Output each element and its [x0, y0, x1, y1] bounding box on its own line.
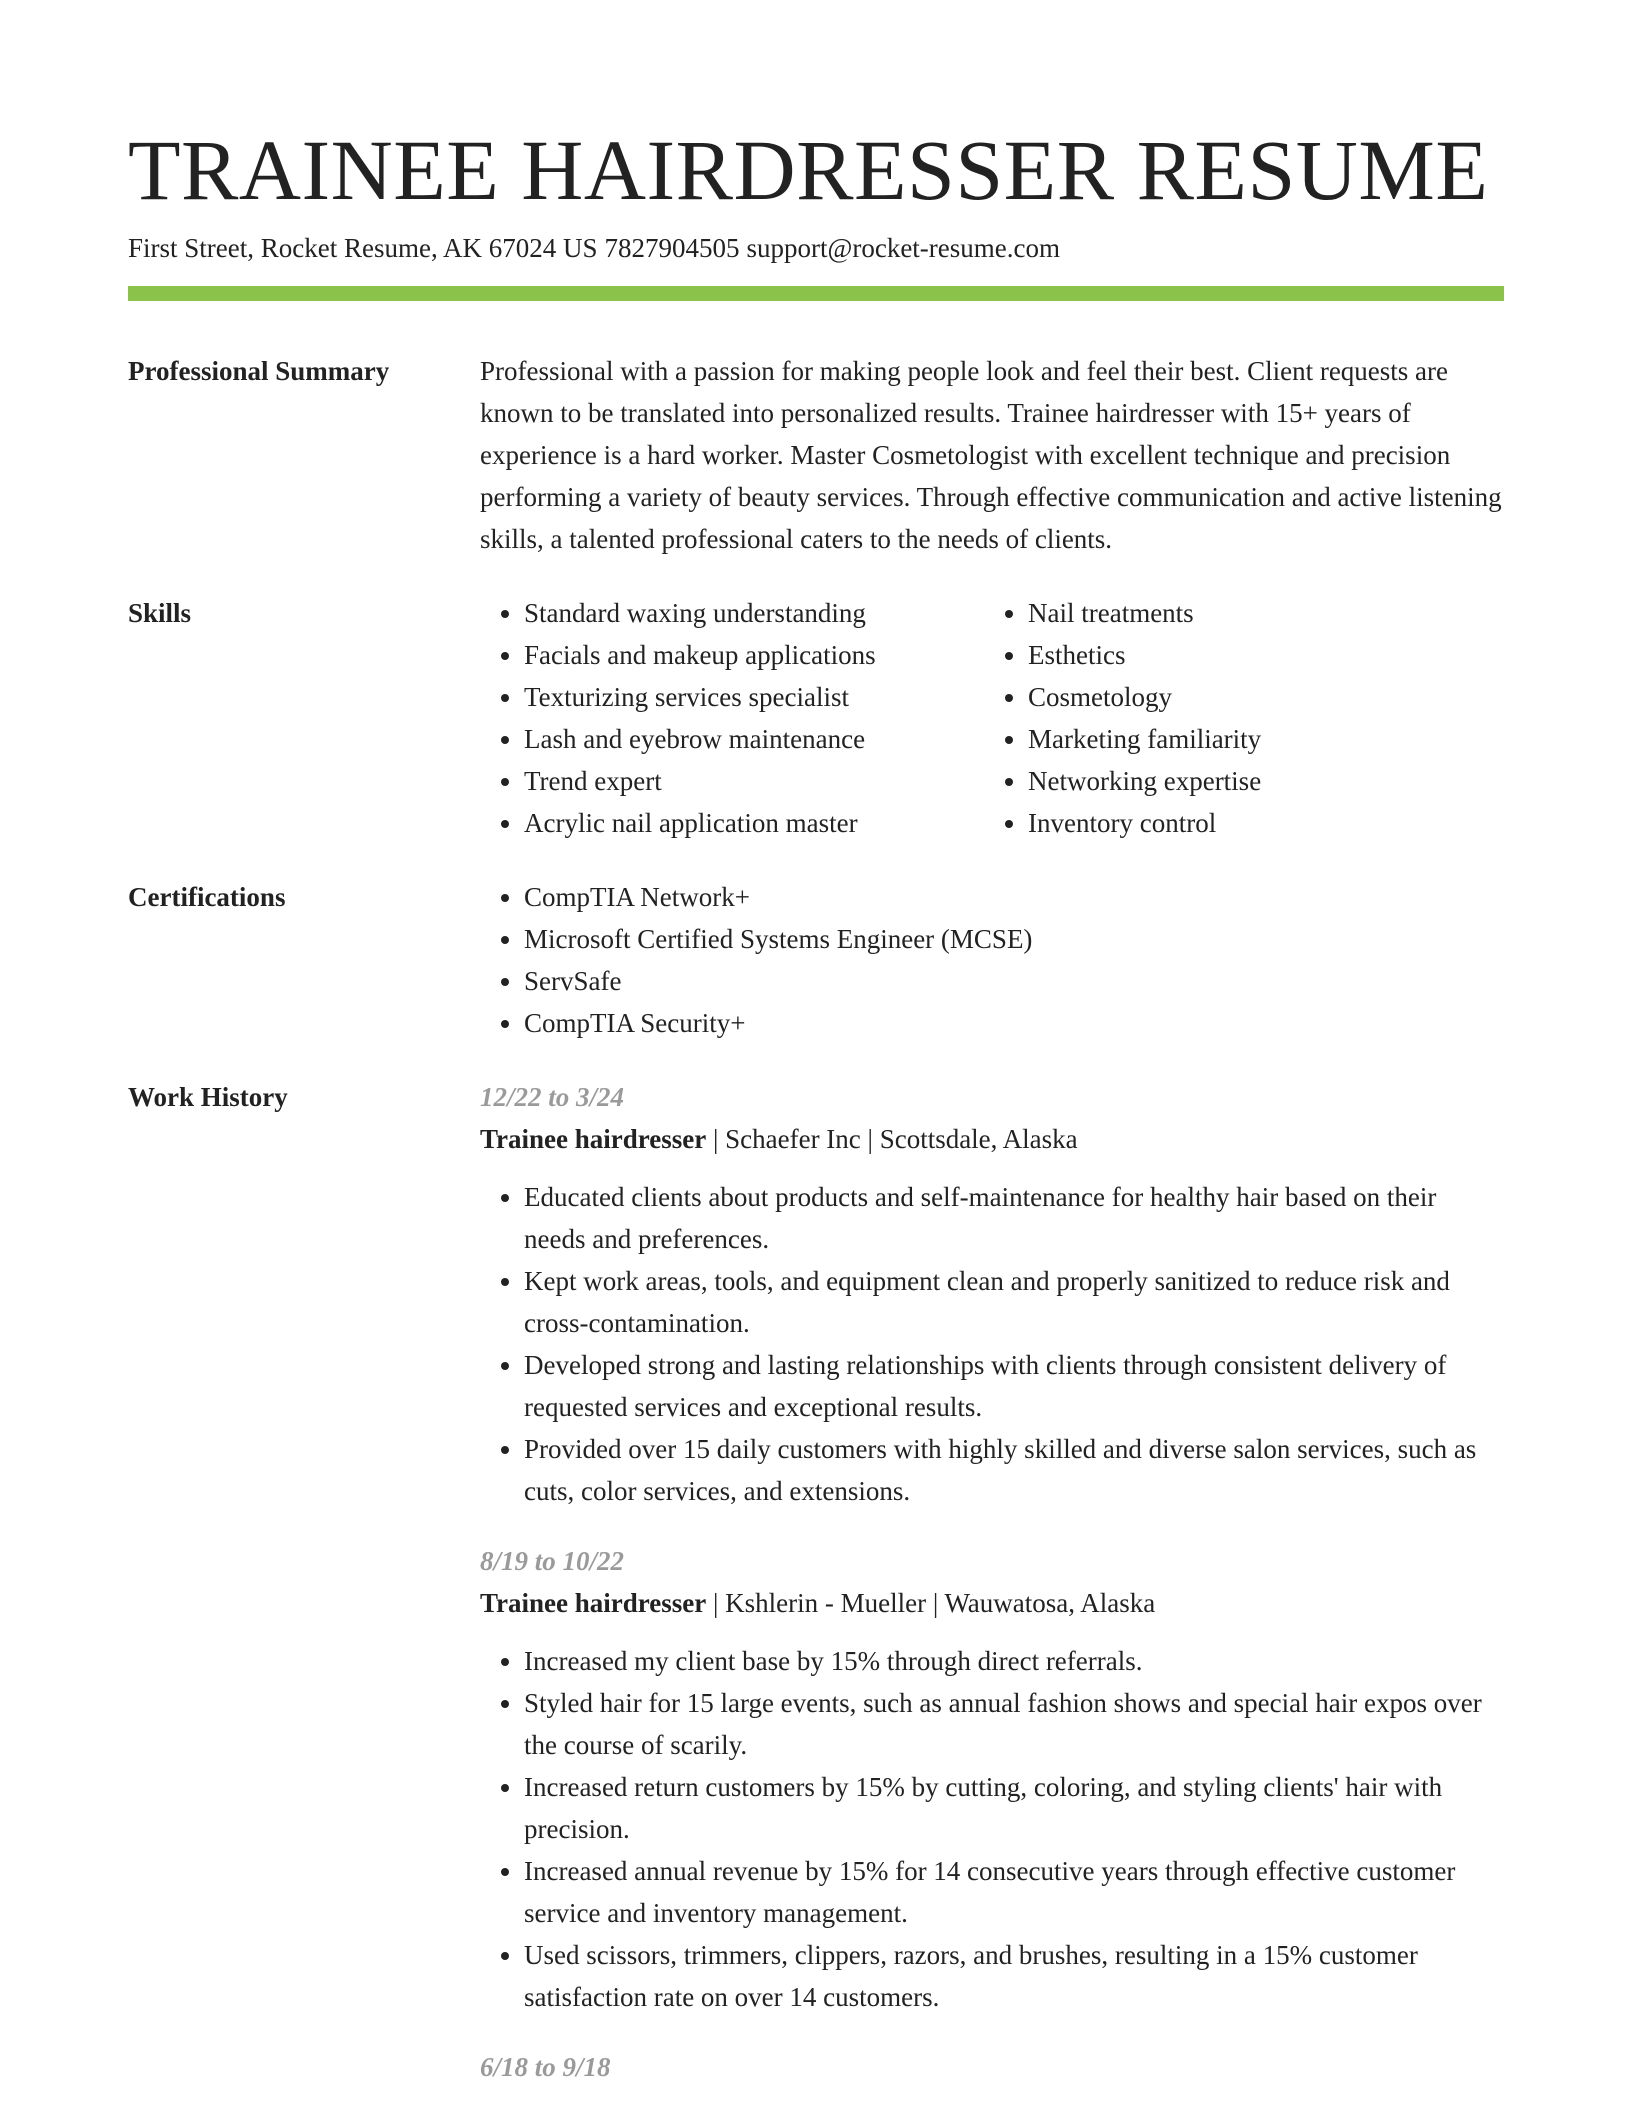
- job-title: Trainee hairdresser: [480, 1124, 707, 1154]
- skills-body: [480, 592, 1504, 844]
- skill-item: • Inventory control: [1028, 802, 1488, 844]
- job-bullet: • Increased return customers by 15% by cutting, coloring, and styling clients' hair with precision.: [524, 1766, 1504, 1850]
- skill-item: • Facials and makeup applications: [524, 634, 984, 676]
- skill-item: • Networking expertise: [1028, 760, 1488, 802]
- summary-text: Professional with a passion for making people look and feel their best. Client requests are known to be translated into personalized results. Trainee hairdresser with 15+ years of experience is a hard worker. Master Cosmetologist with excellent technique and precision performing a variety of beauty services. Through effective communication and active listening skills, a talented professional caters to the needs of clients.: [480, 356, 1502, 554]
- skill-item: • Texturizing services specialist: [524, 676, 984, 718]
- skills-columns: [480, 592, 1504, 844]
- job-dates: 8/19 to 10/22: [480, 1546, 625, 1576]
- skill-item: • Esthetics: [1028, 634, 1488, 676]
- skills-list-right: [984, 592, 1488, 844]
- certifications-list: [480, 876, 1504, 1044]
- contact-address: First Street, Rocket Resume, AK 67024 US: [128, 233, 598, 263]
- job-bullet: • Developed strong and lasting relationships with clients through consistent delivery of requested services and exceptional results.: [524, 1344, 1504, 1428]
- job-dates: 12/22 to 3/24: [480, 1082, 625, 1112]
- contact-line: [128, 230, 1060, 266]
- certification-item: • ServSafe: [524, 960, 1504, 1002]
- job-entry: [480, 2046, 1504, 2088]
- job-entry: [480, 1540, 1504, 2018]
- job-bullet: • Styled hair for 15 large events, such as annual fashion shows and special hair expos over the course of scarily.: [524, 1682, 1504, 1766]
- job-bullets: [480, 1640, 1504, 2018]
- skills-heading: Skills: [128, 598, 192, 628]
- job-bullet: • Used scissors, trimmers, clippers, razors, and brushes, resulting in a 15% customer satisfaction rate on over 14 customers.: [524, 1934, 1504, 2018]
- job-bullet: • Increased annual revenue by 15% for 14 consecutive years through effective customer service and inventory management.: [524, 1850, 1504, 1934]
- summary-heading: Professional Summary: [128, 356, 390, 386]
- job-title: Trainee hairdresser: [480, 1588, 707, 1618]
- job-bullet: • Educated clients about products and self-maintenance for healthy hair based on their needs and preferences.: [524, 1176, 1504, 1260]
- job-bullet: • Increased my client base by 15% through direct referrals.: [524, 1640, 1504, 1682]
- job-header: [480, 1118, 1504, 1160]
- resume-title: TRAINEE HAIRDRESSER RESUME: [128, 122, 1489, 218]
- skills-column-left: [480, 592, 984, 844]
- certifications-heading: Certifications: [128, 882, 286, 912]
- skill-item: • Trend expert: [524, 760, 984, 802]
- work-history-heading: Work History: [128, 1082, 288, 1112]
- job-dates: 6/18 to 9/18: [480, 2052, 611, 2082]
- skill-item: • Acrylic nail application master: [524, 802, 984, 844]
- job-bullet: • Provided over 15 daily customers with highly skilled and diverse salon services, such as cuts, color services, and extensions.: [524, 1428, 1504, 1512]
- job-header: [480, 1582, 1504, 1624]
- skill-item: • Cosmetology: [1028, 676, 1488, 718]
- work-history-body: [480, 1076, 1504, 2116]
- job-bullets: [480, 1176, 1504, 1512]
- job-details: | Schaefer Inc | Scottsdale, Alaska: [706, 1124, 1078, 1154]
- skills-column-right: [984, 592, 1488, 844]
- job-details: | Kshlerin - Mueller | Wauwatosa, Alaska: [706, 1588, 1156, 1618]
- summary-body: [480, 350, 1504, 560]
- skill-item: • Marketing familiarity: [1028, 718, 1488, 760]
- contact-phone: 7827904505: [604, 233, 740, 263]
- skill-item: • Standard waxing understanding: [524, 592, 984, 634]
- skills-list-left: [480, 592, 984, 844]
- job-bullet: • Kept work areas, tools, and equipment clean and properly sanitized to reduce risk and cross-contamination.: [524, 1260, 1504, 1344]
- skill-item: • Nail treatments: [1028, 592, 1488, 634]
- certification-item: • Microsoft Certified Systems Engineer (MCSE): [524, 918, 1504, 960]
- certification-item: • CompTIA Network+: [524, 876, 1504, 918]
- accent-divider: [128, 286, 1504, 301]
- certification-item: • CompTIA Security+: [524, 1002, 1504, 1044]
- contact-email: support@rocket-resume.com: [746, 233, 1061, 263]
- certifications-body: [480, 876, 1504, 1044]
- job-entry: [480, 1076, 1504, 1512]
- skill-item: • Lash and eyebrow maintenance: [524, 718, 984, 760]
